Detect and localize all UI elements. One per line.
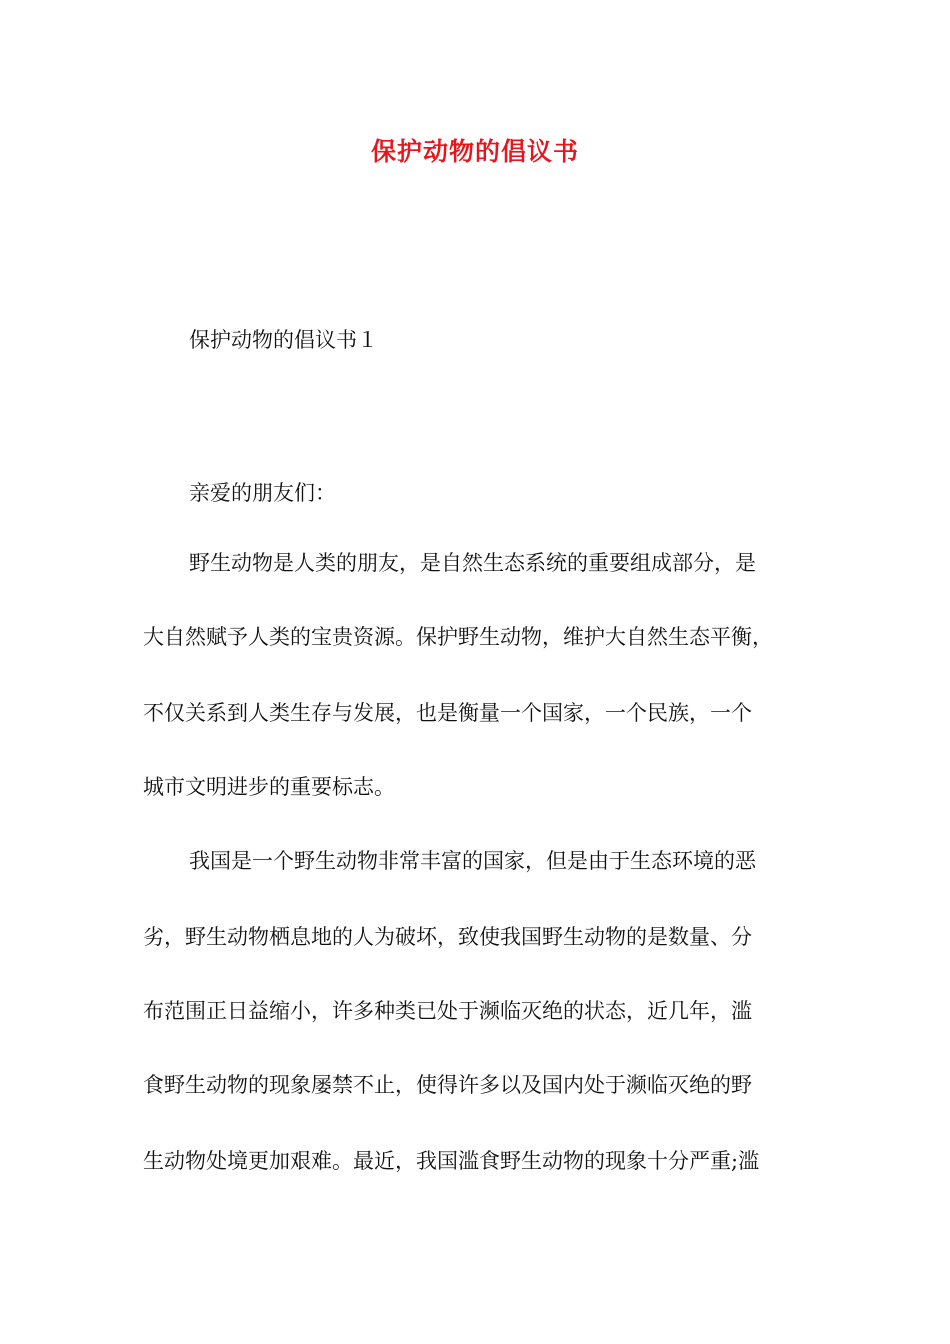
paragraph-line: 大自然赋予人类的宝贵资源。保护野生动物，维护大自然生态平衡，: [143, 625, 773, 649]
paragraph-line: 城市文明进步的重要标志。: [143, 775, 395, 799]
salutation: 亲爱的朋友们：: [189, 481, 336, 505]
paragraph-line: 生动物处境更加艰难。最近，我国滥食野生动物的现象十分严重;滥: [143, 1149, 760, 1173]
document-title: 保护动物的倡议书: [370, 137, 579, 166]
section-heading: 保护动物的倡议书１: [189, 328, 378, 352]
paragraph-line: 食野生动物的现象屡禁不止，使得许多以及国内处于濒临灭绝的野: [143, 1073, 752, 1097]
paragraph-line: 野生动物是人类的朋友，是自然生态系统的重要组成部分，是: [189, 551, 756, 575]
paragraph-line: 我国是一个野生动物非常丰富的国家，但是由于生态环境的恶: [189, 849, 756, 873]
paragraph-line: 劣，野生动物栖息地的人为破坏，致使我国野生动物的是数量、分: [143, 925, 752, 949]
paragraph-line: 布范围正日益缩小，许多种类已处于濒临灭绝的状态，近几年，滥: [143, 999, 752, 1023]
paragraph-line: 不仅关系到人类生存与发展，也是衡量一个国家，一个民族，一个: [143, 701, 752, 725]
